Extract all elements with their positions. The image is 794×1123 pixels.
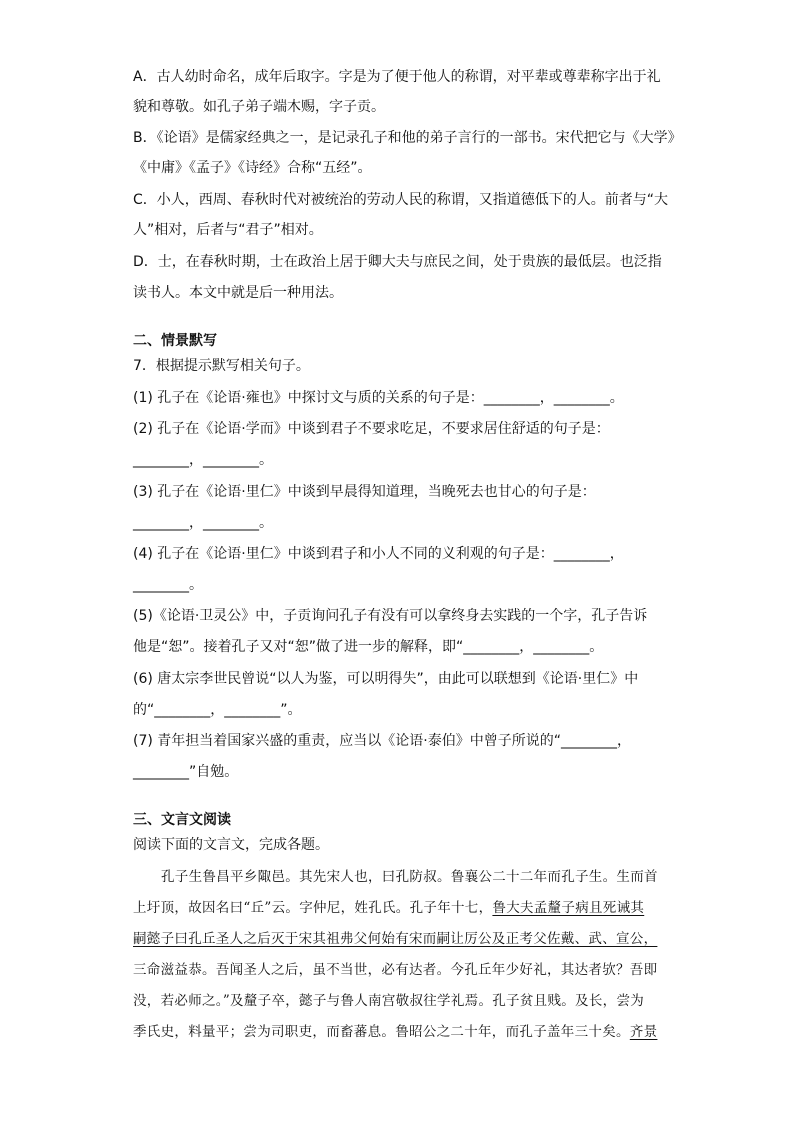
blank-item-2-line-2: ________，________。	[133, 452, 273, 468]
passage-line-3-underlined: 嗣懿子曰孔丘圣人之后灭于宋其祖弗父何始有宋而嗣让厉公及正考父佐戴、武、宣公，	[133, 931, 658, 947]
blank-item-3-line-1: (3) 孔子在《论语·里仁》中谈到早晨得知道理，当晚死去也甘心的句子是：	[133, 484, 596, 500]
option-b-line-2: 《中庸》《孟子》《诗经》合称“五经”。	[133, 160, 372, 176]
blank-item-7-line-2: ________”自勉。	[133, 764, 239, 780]
passage-line-6-text: 季氏史，料量平；尝为司职吏，而畜蕃息。鲁昭公之二十年，而孔子盖年三十矣。	[133, 1024, 630, 1040]
blank-item-5-line-1: (5)《论语·卫灵公》中，子贡询问孔子有没有可以拿终身去实践的一个字，孔子告诉	[133, 608, 648, 624]
section-heading-classical-reading: 三、文言文阅读	[133, 812, 231, 828]
option-a-line-1: A．古人幼时命名，成年后取字。字是为了便于他人的称谓，对平辈或尊辈称字出于礼	[133, 69, 661, 85]
passage-line-2-text: 上圩顶，故因名曰“丘”云。字仲尼，姓孔氏。孔子年十七，	[133, 900, 493, 916]
option-d-line-1: D．士，在春秋时期，士在政治上居于卿大夫与庶民之间，处于贵族的最低层。也泛指	[133, 254, 662, 270]
passage-line-1: 孔子生鲁昌平乡陬邑。其先宋人也，曰孔防叔。鲁襄公二十二年而孔子生。生而首	[161, 869, 658, 885]
blank-item-7-line-1: (7) 青年担当着国家兴盛的重责，应当以《论语·泰伯》中曾子所说的“________，	[133, 733, 631, 749]
passage-line-5: 没，若必师之。”及釐子卒，懿子与鲁人南宫敬叔往学礼焉。孔子贫且贱。及长，尝为	[133, 993, 645, 1009]
blank-item-2-line-1: (2) 孔子在《论语·学而》中谈到君子不要求吃足，不要求居住舒适的句子是：	[133, 421, 610, 437]
blank-item-3-line-2: ________，________。	[133, 515, 273, 531]
passage-underlined-fragment: 齐景	[629, 1024, 658, 1040]
option-c-line-1: C．小人，西周、春秋时代对被统治的劳动人民的称谓，又指道德低下的人。前者与“大	[133, 192, 669, 208]
section-heading-recitation: 二、情景默写	[133, 333, 217, 349]
question-7: 7．根据提示默写相关句子。	[133, 358, 310, 374]
blank-item-5-line-2: 他是“恕”。接着孔子又对“恕”做了进一步的解释，即“________，________。	[133, 639, 604, 655]
blank-item-4-line-1: (4) 孔子在《论语·里仁》中谈到君子和小人不同的义利观的句子是：________，	[133, 546, 624, 562]
passage-underlined-sentence: 鲁大夫孟釐子病且死诫其	[492, 900, 645, 916]
option-d-line-2: 读书人。本文中就是后一种用法。	[133, 285, 343, 301]
blank-item-4-line-2: ________。	[133, 577, 203, 593]
passage-line-6	[133, 1021, 657, 1043]
passage-line-4: 三命滋益恭。吾闻圣人之后，虽不当世，必有达者。今孔丘年少好礼，其达者欤？吾即	[133, 962, 658, 978]
passage-line-2	[133, 897, 644, 919]
option-a-line-2: 貌和尊敬。如孔子弟子端木赐，字子贡。	[133, 99, 385, 115]
option-c-line-2: 人”相对，后者与“君子”相对。	[133, 222, 323, 238]
option-b-line-1: B．《论语》是儒家经典之一，是记录孔子和他的弟子言行的一部书。宋代把它与《大学》	[133, 130, 682, 146]
blank-item-6-line-2: 的“________，________”。	[133, 702, 302, 718]
reading-instruction: 阅读下面的文言文，完成各题。	[133, 837, 329, 853]
blank-item-1-line-1: (1) 孔子在《论语·雍也》中探讨文与质的关系的句子是：________，________。	[133, 390, 624, 406]
blank-item-6-line-1: (6) 唐太宗李世民曾说“以人为鉴，可以明得失”，由此可以联想到《论语·里仁》中	[133, 671, 639, 687]
